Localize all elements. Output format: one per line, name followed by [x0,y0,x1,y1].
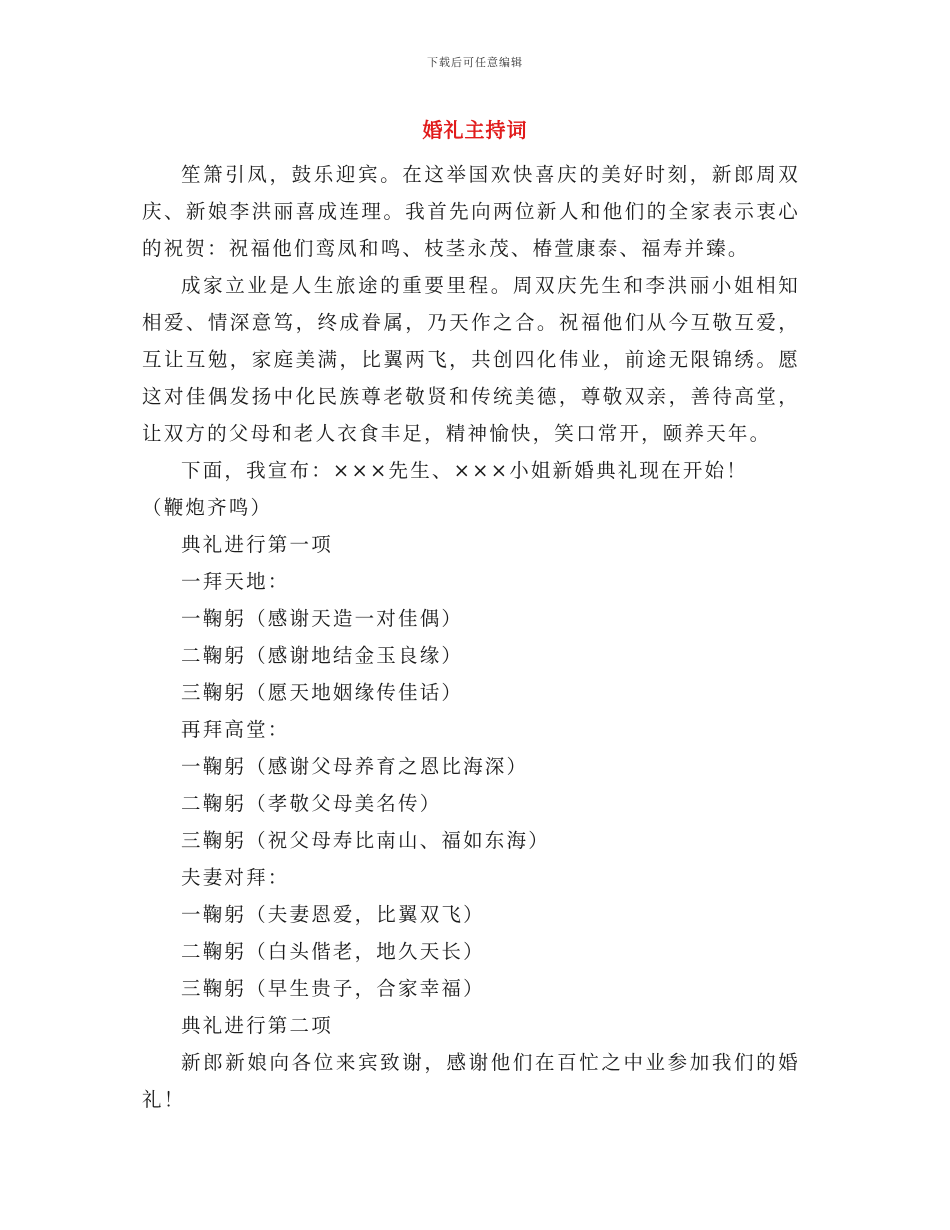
paragraph-opening: 笙箫引凤，鼓乐迎宾。在这举国欢快喜庆的美好时刻，新郎周双庆、新娘李洪丽喜成连理。我首先向两位新人和他们的全家表示衷心的祝贺：祝福他们鸾凤和鸣、枝茎永茂、椿萱康泰、福寿并臻。 [142,163,800,260]
paragraph-bow-2b: 二鞠躬（孝敬父母美名传） [181,792,442,815]
paragraph-bow-2c: 三鞠躬（祝父母寿比南山、福如东海） [181,829,550,852]
paragraph-bow-3a: 一鞠躬（夫妻恩爱，比翼双飞） [181,903,485,926]
document-title: 婚礼主持词 [422,118,528,142]
paragraph-blessing: 成家立业是人生旅途的重要里程。周双庆先生和李洪丽小姐相知相爱、情深意笃，终成眷属，乃天作之合。祝福他们从今互敬互爱，互让互勉，家庭美满，比翼两飞，共创四化伟业，前途无限锦绣。愿这对佳偶发扬中化民族尊老敬贤和传统美德，尊敬双亲，善待高堂，让双方的父母和老人衣食丰足，精神愉快，笑口常开，颐养天年。 [142,274,800,445]
document-body [142,156,800,1118]
paragraph-item-2: 典礼进行第二项 [181,1014,333,1037]
paragraph-item-1: 典礼进行第一项 [181,533,333,556]
paragraph-bow-heaven-earth: 一拜天地： [181,570,290,593]
paragraph-bow-1c: 三鞠躬（愿天地姻缘传佳话） [181,681,464,704]
paragraph-bow-2a: 一鞠躬（感谢父母养育之恩比海深） [181,755,529,778]
paragraph-bow-1a: 一鞠躬（感谢天造一对佳偶） [181,607,464,630]
paragraph-thanks: 新郎新娘向各位来宾致谢，感谢他们在百忙之中业参加我们的婚礼！ [142,1051,800,1111]
header-note: 下载后可任意编辑 [427,56,523,69]
paragraph-bow-couple: 夫妻对拜： [181,866,290,889]
paragraph-bow-1b: 二鞠躬（感谢地结金玉良缘） [181,644,464,667]
paragraph-announcement: 下面，我宣布：×××先生、×××小姐新婚典礼现在开始！ [181,459,748,482]
paragraph-bow-3b: 二鞠躬（白头偕老，地久天长） [181,940,485,963]
paragraph-bow-3c: 三鞠躬（早生贵子，合家幸福） [181,977,485,1000]
paragraph-firecrackers: （鞭炮齐鸣） [142,496,273,519]
paragraph-bow-parents: 再拜高堂： [181,718,290,741]
